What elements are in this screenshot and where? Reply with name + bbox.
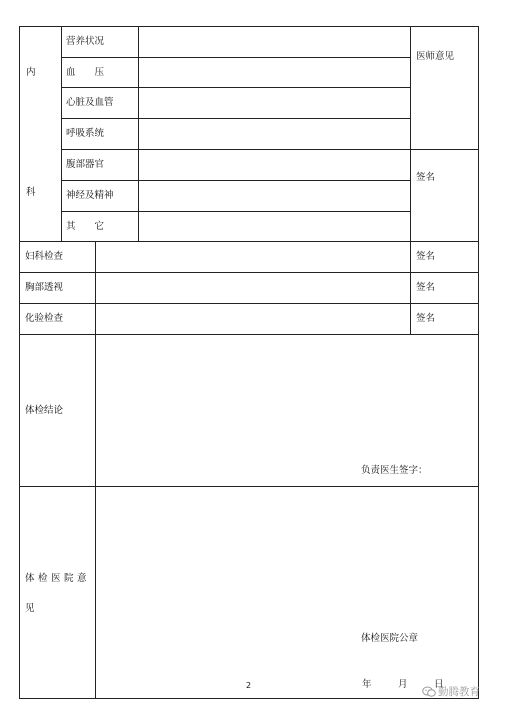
lab-test-signature-label: 签名 (416, 313, 436, 324)
chest-xray-signature-label: 签名 (416, 282, 436, 293)
rule-left (19, 26, 20, 699)
rule-internal-item-sep (138, 26, 139, 241)
row-blood-pressure: 血 压 (66, 67, 105, 78)
lab-test-label: 化验检查 (25, 313, 64, 324)
row-other: 其 它 (66, 221, 105, 232)
date-year-label: 年 (362, 679, 372, 690)
internal-signature-label: 签名 (416, 172, 436, 183)
rule-right (478, 26, 479, 699)
rule-internal-5 (61, 180, 410, 181)
hospital-opinion-label-line2: 见 (25, 603, 35, 614)
gynecology-signature-label: 签名 (416, 251, 436, 262)
responsible-doctor-signature-label: 负责医生签字： (361, 465, 428, 476)
internal-side-label-bottom: 科 (26, 187, 36, 198)
rule-internal-label-sep (61, 26, 62, 241)
rule-lower-label-sep (95, 241, 96, 699)
hospital-opinion-label-line1: 体检医院意 (25, 573, 91, 584)
hospital-seal-label: 体检医院公章 (361, 633, 419, 644)
internal-side-label-top: 内 (26, 67, 36, 78)
page-number: 2 (246, 681, 252, 690)
rule-lab-end (19, 334, 479, 335)
row-neuro-mental: 神经及精神 (66, 190, 114, 201)
doctor-opinion-label: 医师意见 (416, 51, 455, 62)
rule-internal-1 (61, 57, 410, 58)
row-abdominal: 腹部器官 (66, 159, 105, 170)
rule-conclusion-end (19, 486, 479, 487)
rule-internal-6 (61, 211, 410, 212)
date-day-label: 日 (434, 679, 444, 690)
date-month-label: 月 (398, 679, 408, 690)
watermark-text: 勤腾教育 (438, 686, 480, 698)
row-nutrition: 营养状况 (66, 36, 105, 47)
rule-internal-4 (61, 149, 479, 150)
rule-internal-3 (61, 118, 410, 119)
wechat-bubble-icon (422, 686, 436, 698)
rule-opinion-sep (410, 26, 411, 334)
gynecology-label: 妇科检查 (25, 251, 64, 262)
rule-bottom (19, 698, 479, 699)
chest-xray-label: 胸部透视 (25, 282, 64, 293)
row-heart-vessels: 心脏及血管 (66, 97, 114, 108)
row-respiratory: 呼吸系统 (66, 128, 105, 139)
conclusion-label: 体检结论 (25, 405, 64, 416)
watermark (422, 684, 480, 699)
rule-internal-2 (61, 87, 410, 88)
